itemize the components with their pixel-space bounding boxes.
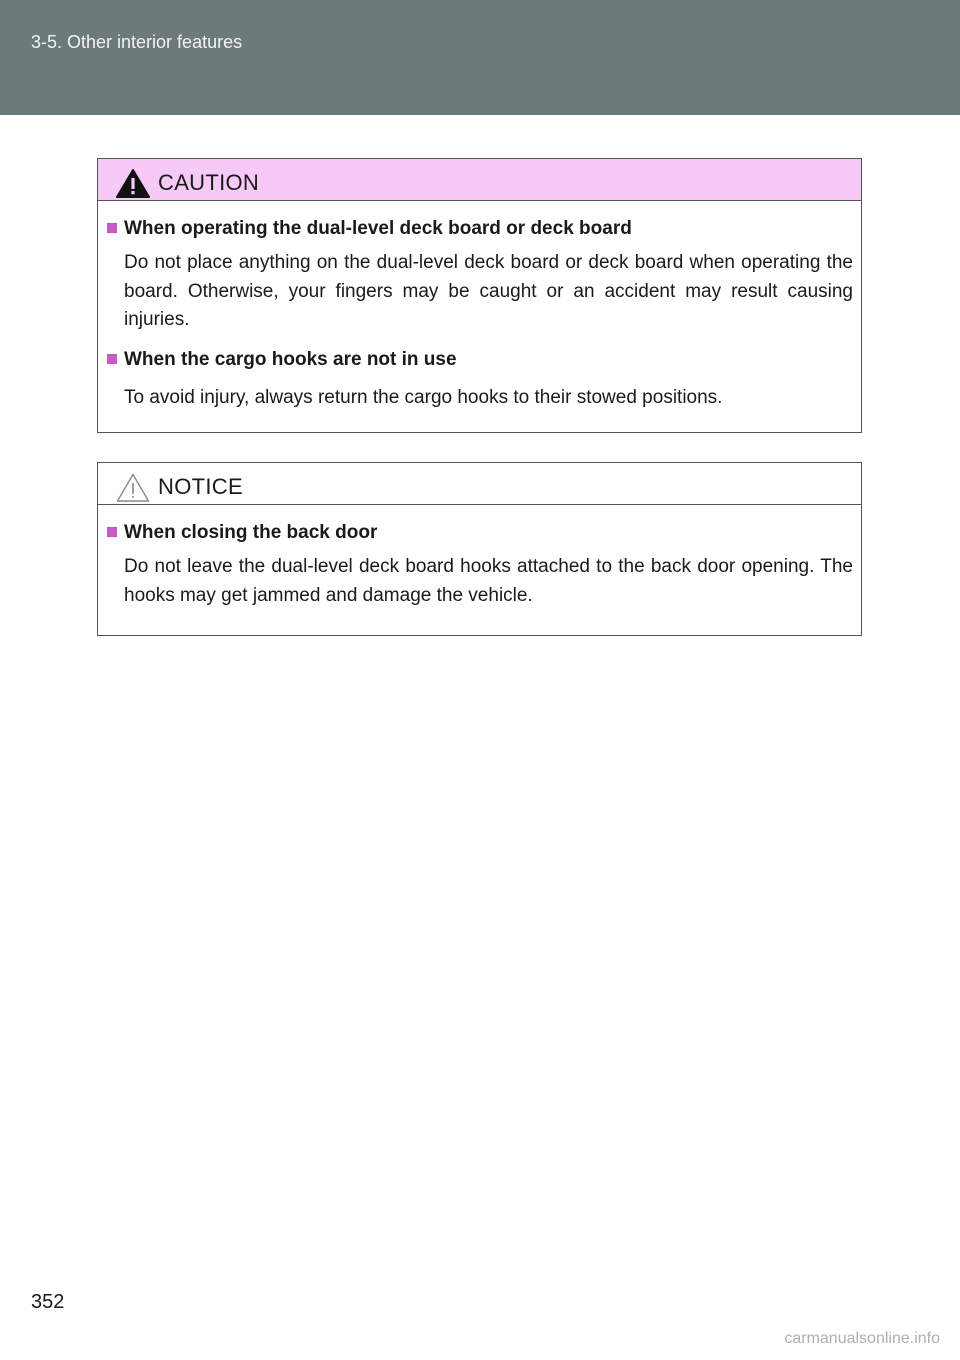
square-bullet-icon	[107, 527, 117, 537]
caution-title: CAUTION	[158, 170, 260, 195]
square-bullet-icon	[107, 223, 117, 233]
warning-triangle-outline-icon	[115, 472, 151, 503]
caution-item-body: Do not place anything on the dual-level deck board or deck board when operating the board. Otherwise, your fingers may be caught or an accident may result causing injuries.	[124, 252, 853, 330]
section-label: 3-5. Other interior features	[31, 32, 243, 52]
caution-item-heading	[106, 218, 861, 240]
watermark: carmanualsonline.info	[784, 1330, 940, 1347]
notice-item-heading	[106, 522, 861, 544]
notice-title: NOTICE	[158, 474, 243, 499]
notice-item-body: Do not leave the dual-level deck board hooks attached to the back door opening. The hooks may get jammed and damage the vehicle.	[124, 556, 853, 606]
caution-header	[98, 159, 861, 201]
caution-item-heading-text: When the cargo hooks are not in use	[124, 348, 457, 370]
caution-item-body: To avoid injury, always return the cargo hooks to their stowed positions.	[124, 386, 723, 408]
header-band	[0, 0, 960, 115]
square-bullet-icon	[107, 354, 117, 364]
warning-triangle-filled-icon	[115, 168, 151, 199]
notice-box	[97, 462, 862, 636]
caution-item-heading-text: When operating the dual-level deck board or deck board	[124, 218, 632, 239]
notice-item-heading-text: When closing the back door	[124, 522, 378, 543]
notice-header	[98, 463, 861, 505]
caution-item-heading	[106, 349, 861, 371]
page-number: 352	[31, 1291, 65, 1313]
caution-box	[97, 158, 862, 433]
